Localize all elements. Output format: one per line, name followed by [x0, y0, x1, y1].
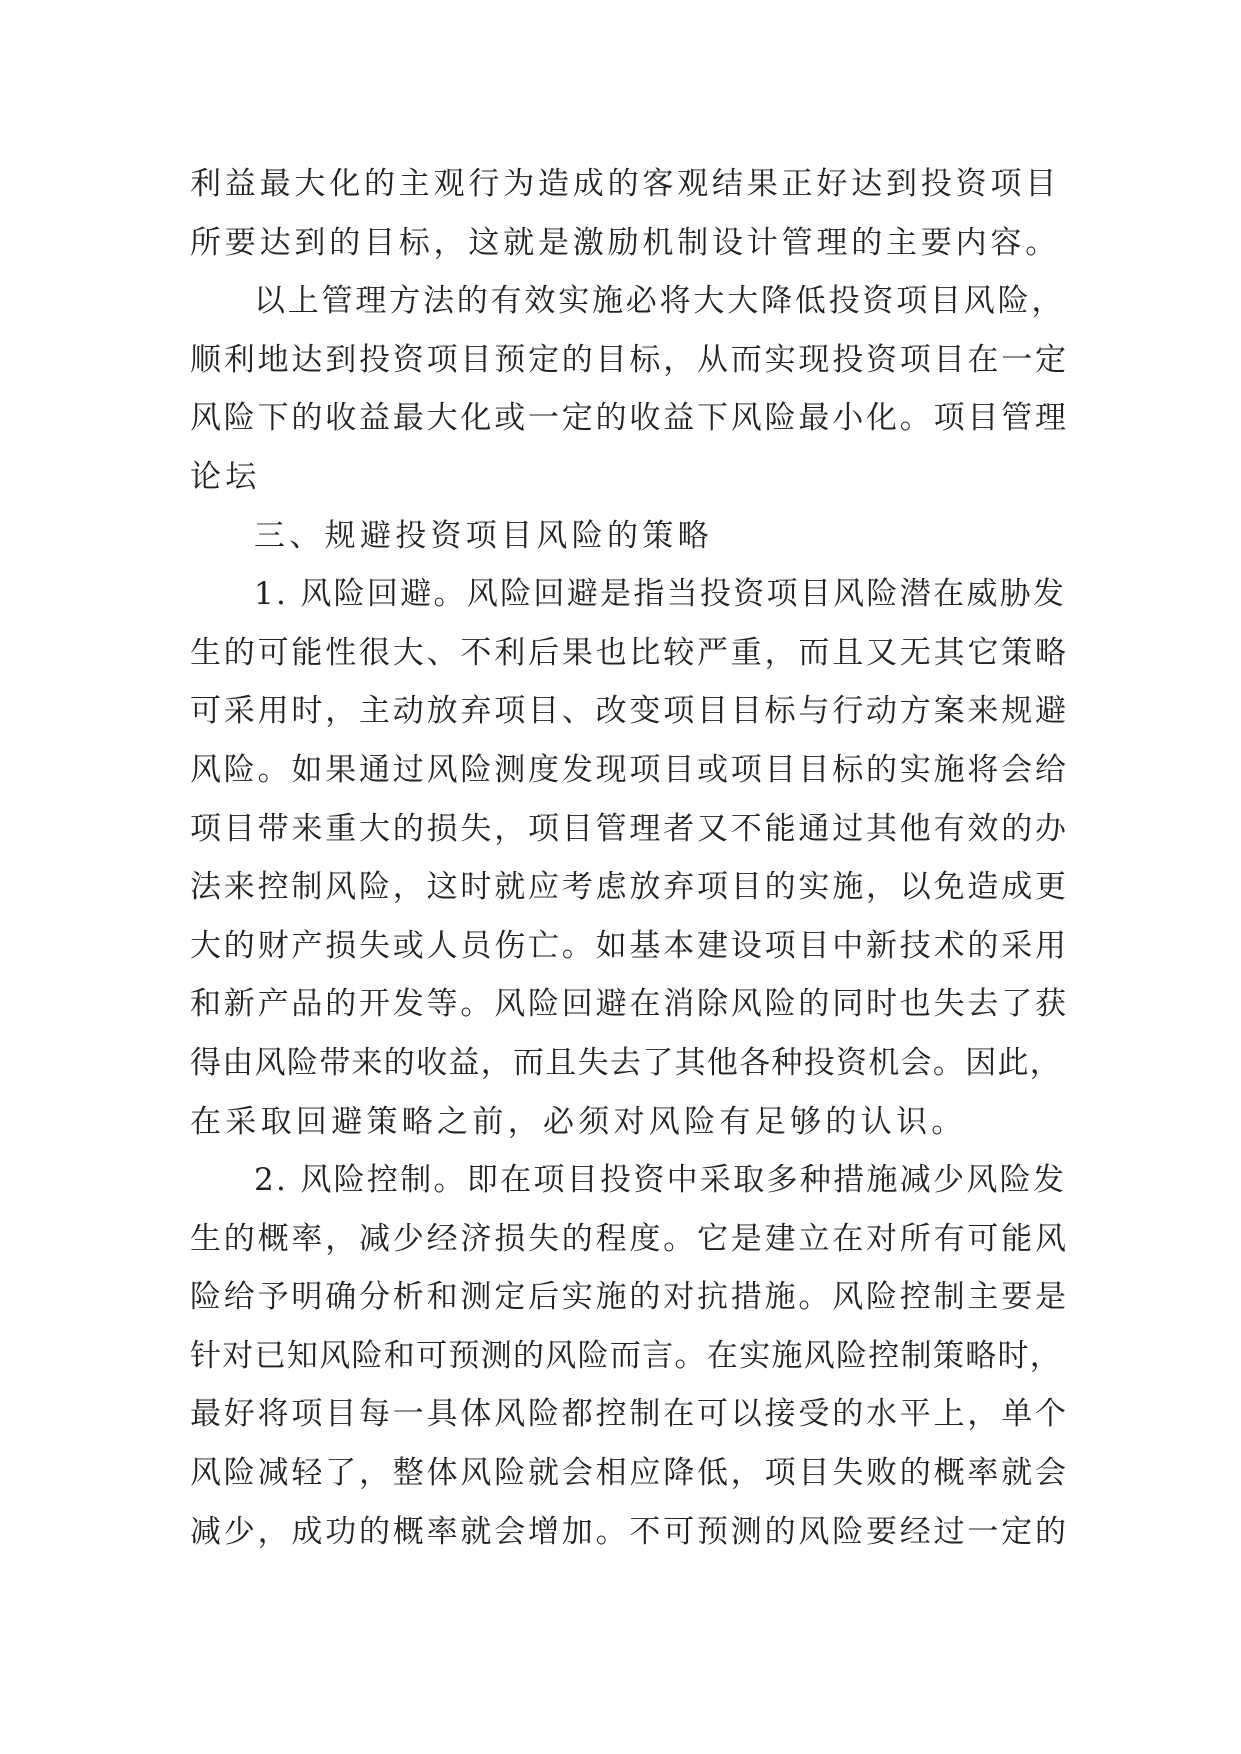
text-line: 险给予明确分析和测定后实施的对抗措施。风险控制主要是	[190, 1279, 1069, 1316]
paragraph-first-line: 以上管理方法的有效实施必将大大降低投资项目风险，	[254, 283, 1066, 320]
text-line: 风险下的收益最大化或一定的收益下风险最小化。项目管理	[190, 400, 1069, 437]
section-heading: 三、规避投资项目风险的策略	[254, 517, 713, 554]
text-line: 所要达到的目标，这就是激励机制设计管理的主要内容。	[190, 224, 1060, 261]
text-line: 风险减轻了，整体风险就会相应降低，项目失败的概率就会	[190, 1455, 1069, 1492]
text-line: 减少，成功的概率就会增加。不可预测的风险要经过一定的	[190, 1513, 1069, 1550]
text-line: 在采取回避策略之前，必须对风险有足够的认识。	[190, 1103, 967, 1140]
text-line: 针对已知风险和可预测的风险而言。在实施风险控制策略时，	[190, 1337, 1063, 1374]
text-line: 风险。如果通过风险测度发现项目或项目目标的实施将会给	[190, 751, 1069, 788]
text-line: 和新产品的开发等。风险回避在消除风险的同时也失去了获	[190, 986, 1069, 1023]
text-line: 得由风险带来的收益，而且失去了其他各种投资机会。因此，	[190, 1044, 1063, 1081]
text-line: 大的财产损失或人员伤亡。如基本建设项目中新技术的采用	[190, 927, 1069, 964]
text-line: 法来控制风险，这时就应考虑放弃项目的实施，以免造成更	[190, 869, 1069, 906]
text-line: 生的概率，减少经济损失的程度。它是建立在对所有可能风	[190, 1220, 1069, 1257]
paragraph-first-line: 1. 风险回避。风险回避是指当投资项目风险潜在威胁发	[254, 576, 1067, 613]
text-line: 可采用时，主动放弃项目、改变项目目标与行动方案来规避	[190, 693, 1069, 730]
text-line: 论坛	[190, 458, 261, 495]
text-line: 最好将项目每一具体风险都控制在可以接受的水平上，单个	[190, 1396, 1069, 1433]
text-line: 利益最大化的主观行为造成的客观结果正好达到投资项目	[190, 166, 1060, 202]
text-line: 顺利地达到投资项目预定的目标，从而实现投资项目在一定	[190, 341, 1069, 378]
paragraph-first-line: 2. 风险控制。即在项目投资中采取多种措施减少风险发	[254, 1162, 1067, 1199]
text-line: 生的可能性很大、不利后果也比较严重，而且又无其它策略	[190, 634, 1069, 671]
text-line: 项目带来重大的损失，项目管理者又不能通过其他有效的办	[190, 810, 1069, 847]
body-text	[190, 155, 1070, 1561]
